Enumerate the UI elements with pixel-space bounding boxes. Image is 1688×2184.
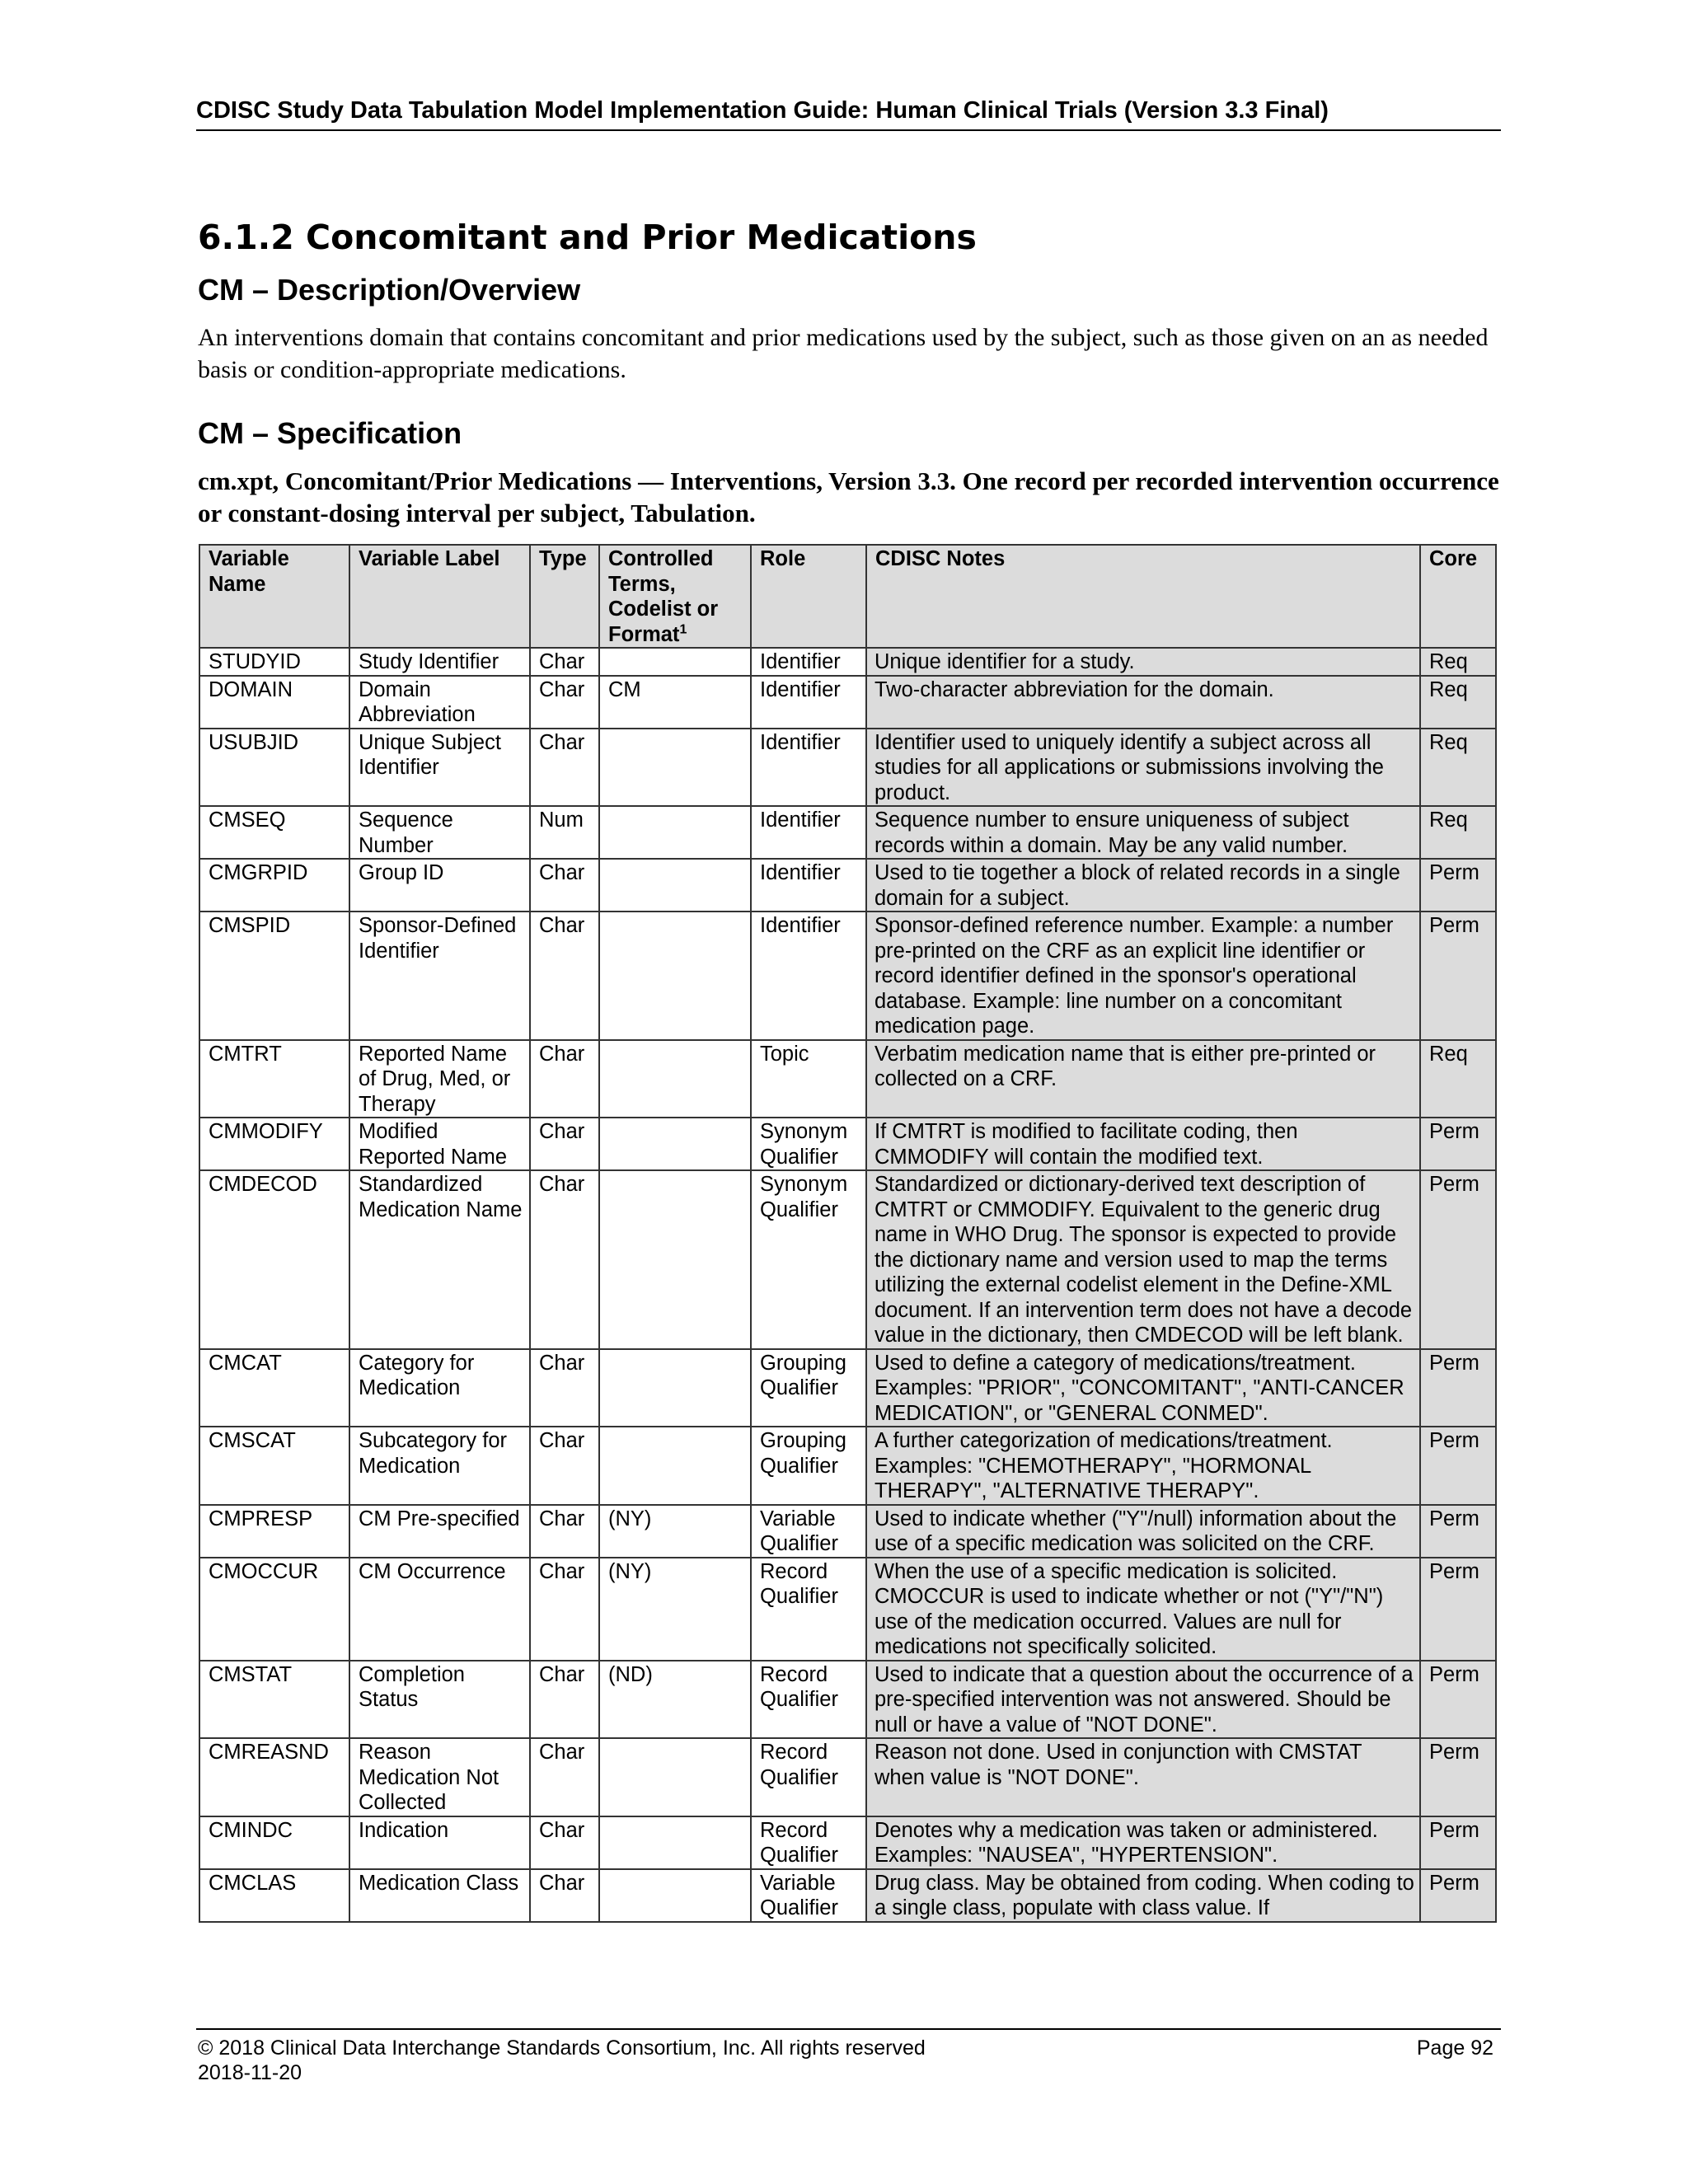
cell-controlled-terms [599,1869,751,1922]
cell-cdisc-notes: Reason not done. Used in conjunction with CMSTAT when value is "NOT DONE". [866,1738,1420,1816]
cell-variable-label: Standardized Medication Name [349,1170,530,1349]
footer-date: 2018-11-20 [198,2061,302,2084]
table-row [199,676,1496,729]
cell-cdisc-notes: Denotes why a medication was taken or administered. Examples: "NAUSEA", "HYPERTENSION". [866,1816,1420,1869]
cell-cdisc-notes: Used to indicate that a question about the occurrence of a pre-specified intervention was not answered. Should be null or have a value of "NOT DONE". [866,1661,1420,1739]
header-cdisc-notes: CDISC Notes [866,545,1420,648]
header-controlled-terms [599,545,751,648]
table-row [199,1349,1496,1427]
cell-core: Perm [1420,1505,1496,1558]
cell-core: Req [1420,648,1496,676]
cell-type: Char [530,1349,599,1427]
cell-role: Variable Qualifier [751,1505,866,1558]
cell-variable-label: Domain Abbreviation [349,676,530,729]
cell-core: Perm [1420,1661,1496,1739]
cell-role: Record Qualifier [751,1661,866,1739]
cell-core: Perm [1420,1816,1496,1869]
cell-variable-name: CMTRT [199,1040,349,1118]
cell-controlled-terms [599,1349,751,1427]
cell-core: Req [1420,806,1496,859]
cell-variable-name: CMINDC [199,1816,349,1869]
cell-role: Identifier [751,912,866,1040]
table-header-row [199,545,1496,648]
header-type: Type [530,545,599,648]
header-controlled-terms-text: Controlled Terms, Codelist or Format [608,547,719,646]
cell-controlled-terms [599,806,751,859]
table-row [199,1816,1496,1869]
cell-variable-label: Sponsor-Defined Identifier [349,912,530,1040]
cell-core: Perm [1420,1869,1496,1922]
cell-role: Synonym Qualifier [751,1118,866,1170]
cell-type: Char [530,859,599,912]
cell-role: Record Qualifier [751,1738,866,1816]
cell-cdisc-notes: Drug class. May be obtained from coding. When coding to a single class, populate with class value. If [866,1869,1420,1922]
cell-type: Num [530,806,599,859]
cell-variable-name: CMCAT [199,1349,349,1427]
cell-variable-label: Reported Name of Drug, Med, or Therapy [349,1040,530,1118]
cell-role: Record Qualifier [751,1816,866,1869]
cell-variable-label: Indication [349,1816,530,1869]
cell-variable-label: CM Occurrence [349,1558,530,1661]
cell-controlled-terms [599,1118,751,1170]
cell-variable-name: CMGRPID [199,859,349,912]
cell-role: Identifier [751,806,866,859]
table-row [199,806,1496,859]
cell-controlled-terms [599,648,751,676]
cell-variable-name: USUBJID [199,729,349,807]
cell-type: Char [530,648,599,676]
cell-cdisc-notes: Two-character abbreviation for the domain. [866,676,1420,729]
cell-controlled-terms [599,912,751,1040]
cell-role: Record Qualifier [751,1558,866,1661]
footnote-marker: 1 [679,622,687,636]
cell-core: Perm [1420,1349,1496,1427]
footer-copyright: © 2018 Clinical Data Interchange Standards Consortium, Inc. All rights reserved [198,2036,926,2060]
cell-core: Req [1420,729,1496,807]
overview-heading: CM – Description/Overview [198,273,581,307]
cell-variable-label: Sequence Number [349,806,530,859]
cell-controlled-terms [599,859,751,912]
cell-variable-name: CMSTAT [199,1661,349,1739]
cell-controlled-terms: (NY) [599,1505,751,1558]
table-row [199,1170,1496,1349]
cell-cdisc-notes: Used to define a category of medications/treatment. Examples: "PRIOR", "CONCOMITANT", "ANTI-CANCER MEDICATION", or "GENERAL CONMED". [866,1349,1420,1427]
cell-core: Perm [1420,1558,1496,1661]
cell-variable-label: CM Pre-specified [349,1505,530,1558]
cell-controlled-terms [599,729,751,807]
cell-role: Grouping Qualifier [751,1427,866,1505]
table-row [199,648,1496,676]
cell-variable-name: STUDYID [199,648,349,676]
cell-cdisc-notes: Verbatim medication name that is either pre-printed or collected on a CRF. [866,1040,1420,1118]
cell-type: Char [530,1170,599,1349]
running-header: CDISC Study Data Tabulation Model Implementation Guide: Human Clinical Trials (Version 3.3 Final) [196,97,1329,124]
cell-controlled-terms: (ND) [599,1661,751,1739]
cell-type: Char [530,1040,599,1118]
cell-variable-label: Group ID [349,859,530,912]
table-row [199,729,1496,807]
header-variable-name: Variable Name [199,545,349,648]
overview-text: An interventions domain that contains concomitant and prior medications used by the subject, such as those given on an as needed basis or condition-appropriate medications. [198,324,1489,383]
cell-variable-label: Completion Status [349,1661,530,1739]
cell-type: Char [530,729,599,807]
cell-role: Topic [751,1040,866,1118]
cell-core: Req [1420,1040,1496,1118]
cell-cdisc-notes: If CMTRT is modified to facilitate coding, then CMMODIFY will contain the modified text. [866,1118,1420,1170]
cell-controlled-terms [599,1427,751,1505]
section-title: 6.1.2 Concomitant and Prior Medications [198,218,977,257]
cell-controlled-terms: CM [599,676,751,729]
cell-type: Char [530,1869,599,1922]
cell-variable-name: CMREASND [199,1738,349,1816]
cell-variable-label: Reason Medication Not Collected [349,1738,530,1816]
specification-heading: CM – Specification [198,416,462,450]
footer-rule [196,2028,1501,2030]
table-row [199,859,1496,912]
cell-role: Identifier [751,729,866,807]
table-row [199,1558,1496,1661]
cell-variable-name: DOMAIN [199,676,349,729]
cell-core: Req [1420,676,1496,729]
cell-variable-name: CMDECOD [199,1170,349,1349]
cell-type: Char [530,1661,599,1739]
cell-variable-name: CMSPID [199,912,349,1040]
cell-core: Perm [1420,1738,1496,1816]
cell-cdisc-notes: When the use of a specific medication is solicited. CMOCCUR is used to indicate whether or not ("Y"/"N") use of the medication occurred. Values are null for medications not specifically solicited. [866,1558,1420,1661]
cell-role: Identifier [751,859,866,912]
cell-type: Char [530,912,599,1040]
cell-variable-name: CMCLAS [199,1869,349,1922]
cell-role: Variable Qualifier [751,1869,866,1922]
cell-role: Identifier [751,648,866,676]
cell-cdisc-notes: Identifier used to uniquely identify a subject across all studies for all applications or submissions involving the product. [866,729,1420,807]
cell-cdisc-notes: Used to tie together a block of related records in a single domain for a subject. [866,859,1420,912]
table-row [199,1505,1496,1558]
cell-variable-label: Medication Class [349,1869,530,1922]
table-row [199,1040,1496,1118]
cell-controlled-terms [599,1170,751,1349]
cell-variable-label: Study Identifier [349,648,530,676]
dataset-description: cm.xpt, Concomitant/Prior Medications — Interventions, Version 3.3. One record per recorded intervention occurrence or constant-dosing interval per subject, Tabulation. [198,466,1499,527]
cell-core: Perm [1420,1170,1496,1349]
cell-type: Char [530,1427,599,1505]
table-row [199,912,1496,1040]
cell-role: Identifier [751,676,866,729]
table-row [199,1118,1496,1170]
cell-role: Grouping Qualifier [751,1349,866,1427]
header-variable-label: Variable Label [349,545,530,648]
table-row [199,1427,1496,1505]
cell-variable-label: Subcategory for Medication [349,1427,530,1505]
cell-core: Perm [1420,912,1496,1040]
cell-type: Char [530,676,599,729]
cell-variable-label: Unique Subject Identifier [349,729,530,807]
cell-type: Char [530,1558,599,1661]
specification-table [199,544,1497,1923]
cell-controlled-terms [599,1040,751,1118]
cell-controlled-terms [599,1738,751,1816]
header-rule [196,129,1501,131]
cell-cdisc-notes: Sponsor-defined reference number. Example: a number pre-printed on the CRF as an explicit line identifier or record identifier defined in the sponsor's operational database. Example: line number on a concomitant medication page. [866,912,1420,1040]
cell-variable-name: CMPRESP [199,1505,349,1558]
table-row [199,1738,1496,1816]
cell-type: Char [530,1816,599,1869]
cell-variable-name: CMSEQ [199,806,349,859]
cell-controlled-terms: (NY) [599,1558,751,1661]
cell-cdisc-notes: A further categorization of medications/treatment. Examples: "CHEMOTHERAPY", "HORMONAL THERAPY", "ALTERNATIVE THERAPY". [866,1427,1420,1505]
header-role: Role [751,545,866,648]
cell-type: Char [530,1738,599,1816]
cell-variable-label: Category for Medication [349,1349,530,1427]
cell-cdisc-notes: Unique identifier for a study. [866,648,1420,676]
cell-variable-label: Modified Reported Name [349,1118,530,1170]
cell-variable-name: CMSCAT [199,1427,349,1505]
table-row [199,1869,1496,1922]
cell-core: Perm [1420,1118,1496,1170]
cell-cdisc-notes: Sequence number to ensure uniqueness of subject records within a domain. May be any valid number. [866,806,1420,859]
cell-variable-name: CMMODIFY [199,1118,349,1170]
cell-type: Char [530,1118,599,1170]
table-row [199,1661,1496,1739]
cell-role: Synonym Qualifier [751,1170,866,1349]
header-core: Core [1420,545,1496,648]
cell-core: Perm [1420,859,1496,912]
page-number: Page 92 [1416,2036,1493,2060]
cell-controlled-terms [599,1816,751,1869]
cell-variable-name: CMOCCUR [199,1558,349,1661]
cell-core: Perm [1420,1427,1496,1505]
cell-cdisc-notes: Standardized or dictionary-derived text description of CMTRT or CMMODIFY. Equivalent to the generic drug name in WHO Drug. The sponsor is expected to provide the dictionary name and version used to map the terms utilizing the external codelist element in the Define-XML document. If an intervention term does not have a decode value in the dictionary, then CMDECOD will be left blank. [866,1170,1420,1349]
cell-cdisc-notes: Used to indicate whether ("Y"/null) information about the use of a specific medication was solicited on the CRF. [866,1505,1420,1558]
cell-type: Char [530,1505,599,1558]
